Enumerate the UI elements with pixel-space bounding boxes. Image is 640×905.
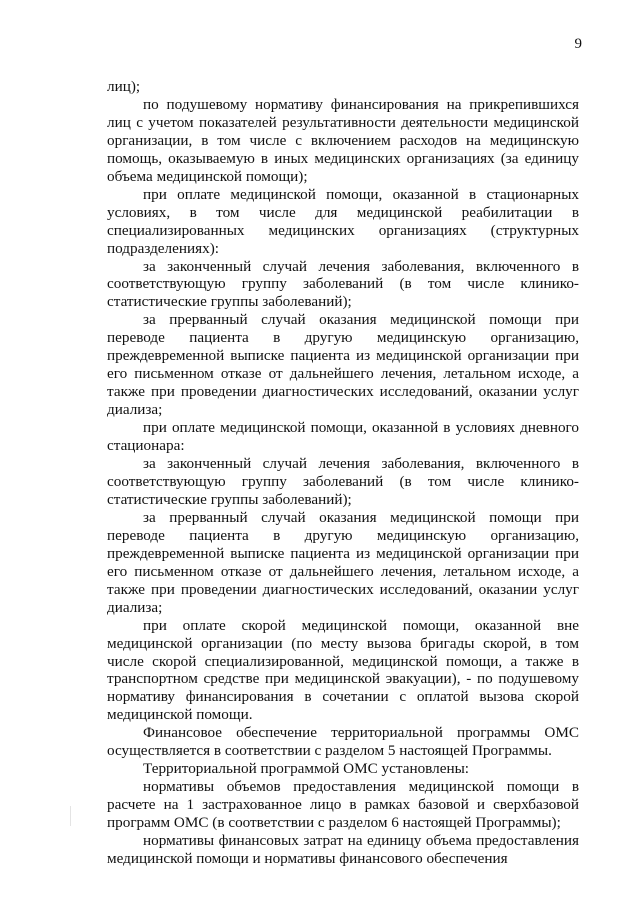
paragraph-7: за законченный случай лечения заболевания, включенного в соответствующую группу заболеваний (в том числе клинико-статистические группы заболеваний);	[107, 455, 579, 508]
page-number: 9	[574, 36, 582, 52]
scan-margin-mark	[70, 806, 71, 826]
paragraph-13: нормативы финансовых затрат на единицу объема предоставления медицинской помощи и нормативы финансового обеспечения	[107, 832, 579, 867]
paragraph-11: Территориальной программой ОМС установлены:	[143, 760, 470, 778]
paragraph-6: при оплате медицинской помощи, оказанной в условиях дневного стационара:	[107, 419, 579, 455]
paragraph-5: за прерванный случай оказания медицинской помощи при переводе пациента в другую медицинскую организацию, преждевременной выписке пациента из медицинской организации при его письменном отказе от дальнейшего лечения, летальном исходе, а также при проведении диагностических исследований, оказании услуг диализа;	[107, 311, 579, 419]
paragraph-3: при оплате медицинской помощи, оказанной в стационарных условиях, в том числе для медицинской реабилитации в специализированных медицинских организациях (структурных подразделениях):	[107, 185, 579, 257]
paragraph-12: нормативы объемов предоставления медицинской помощи в расчете на 1 застрахованное лицо в рамках базовой и сверхбазовой программ ОМС (в соответствии с разделом 6 настоящей Программы);	[107, 778, 579, 832]
paragraph-4: за законченный случай лечения заболевания, включенного в соответствующую группу заболеваний (в том числе клинико-статистические группы заболеваний);	[107, 257, 579, 311]
paragraph-2: по подушевому нормативу финансирования на прикрепившихся лиц с учетом показателей результативности деятельности медицинской организации, в том числе с включением расходов на медицинскую помощь, оказываемую в иных медицинских организациях (за единицу объема медицинской помощи);	[107, 95, 579, 185]
paragraph-10: Финансовое обеспечение территориальной программы ОМС осуществляется в соответствии с разделом 5 настоящей Программы.	[107, 724, 579, 760]
paragraph-9: при оплате скорой медицинской помощи, оказанной вне медицинской организации (по месту вызова бригады скорой, в том числе скорой специализированной, медицинской помощи, а также в транспортном средстве при медицинской эвакуации), - по подушевому нормативу финансирования в сочетании с оплатой вызова скорой медицинской помощи.	[107, 616, 579, 724]
paragraph-1: лиц);	[107, 78, 141, 95]
paragraph-8: за прерванный случай оказания медицинской помощи при переводе пациента в другую медицинскую организацию, преждевременной выписке пациента из медицинской организации при его письменном отказе от дальнейшего лечения, летальном исходе, а также при проведении диагностических исследований, оказании услуг диализа;	[107, 508, 579, 616]
document-body	[107, 78, 579, 868]
